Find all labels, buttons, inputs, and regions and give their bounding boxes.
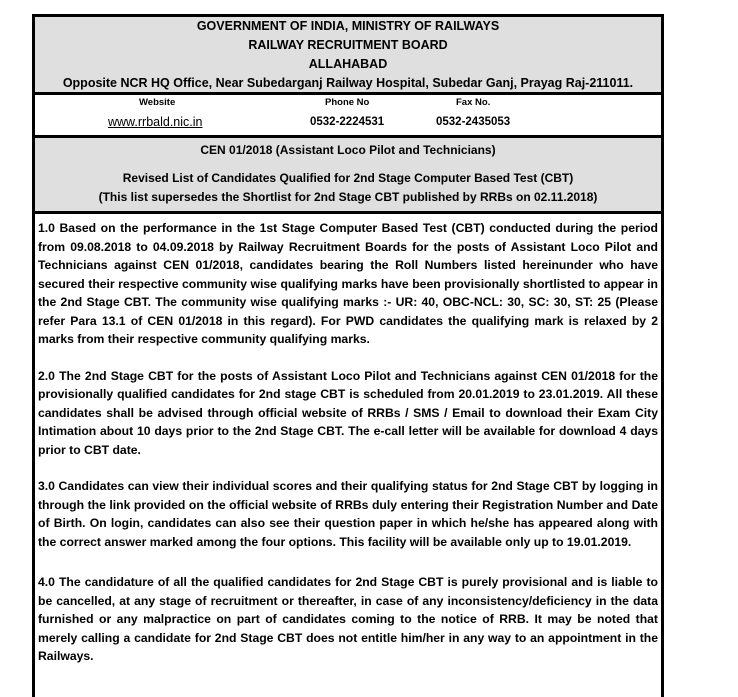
contact-row [35,95,661,138]
fax-value: 0532-2435053 [436,116,511,128]
phone-label: Phone No [325,97,370,108]
website-label: Website [139,97,176,108]
document-header [35,17,661,95]
fax-label: Fax No. [456,97,491,108]
paragraph-1: 1.0 Based on the performance in the 1st Stage Computer Based Test (CBT) conducted during the period from 09.08.2018 to 04.09.2018 by Railway Recruitment Boards for the posts of Assistant Loco Pilot and Technicians against CEN 01/2018, candidates bearing the Roll Numbers listed hereinunder who have secured their respective community wise qualifying marks have been provisionally shortlisted to appear in the 2nd Stage CBT. The community wise qualifying marks :- UR: 40, OBC-NCL: 30, SC: 30, ST: 25 (Please refer Para 13.1 of CEN 01/2018 in this regard). For PWD candidates the qualifying mark is relaxed by 2 marks from their respective community qualifying marks. [38,221,658,346]
paragraph-2: 2.0 The 2nd Stage CBT for the posts of Assistant Loco Pilot and Technicians against CEN 01/2018 for the provisionally qualified candidates for 2nd stage CBT is scheduled from 20.01.2019 to 23.01.2019. All these candidates shall be advised through official website of RRBs / SMS / Email to download their Exam City Intimation about 10 days prior to the 2nd Stage CBT. The e-call letter will be available for download 4 days prior to CBT date. [38,368,658,457]
phone-value: 0532-2224531 [310,116,385,128]
cen-number: CEN 01/2018 (Assistant Loco Pilot and Technicians) [200,143,496,157]
header-address: Opposite NCR HQ Office, Near Subedarganj Railway Hospital, Subedar Ganj, Prayag Raj-211011. [62,76,634,90]
notice-title: Revised List of Candidates Qualified for 2nd Stage Computer Based Test (CBT) [122,171,574,185]
header-ministry: GOVERNMENT OF INDIA, MINISTRY OF RAILWAYS [196,19,500,33]
notice-body [35,214,661,666]
header-city: ALLAHABAD [308,57,388,71]
website-link[interactable]: www.rrbald.nic.in [108,115,203,129]
notice-title-block [35,138,661,214]
header-board: RAILWAY RECRUITMENT BOARD [248,38,448,52]
paragraph-3: 3.0 Candidates can view their individual scores and their qualifying status for 2nd Stage CBT by logging in through the link provided on the official website of RRBs duly entering their Registration Number and Date of Birth. On login, candidates can also see their question paper in which he/she has appeared along with the correct answer marked among the four options. This facility will be available only up to 19.01.2019. [38,479,658,549]
notice-subtitle: (This list supersedes the Shortlist for 2nd Stage CBT published by RRBs on 02.11.2018) [98,190,598,204]
notice-document [32,14,664,697]
paragraph-4: 4.0 The candidature of all the qualified candidates for 2nd Stage CBT is purely provisional and is liable to be cancelled, at any stage of recruitment or thereafter, in case of any inconsistency/deficiency in the data furnished or any malpractice on part of candidates coming to the notice of RRB. It may be noted that merely calling a candidate for 2nd Stage CBT does not entitle him/her in any way to an appointment in the Railways. [38,575,658,663]
